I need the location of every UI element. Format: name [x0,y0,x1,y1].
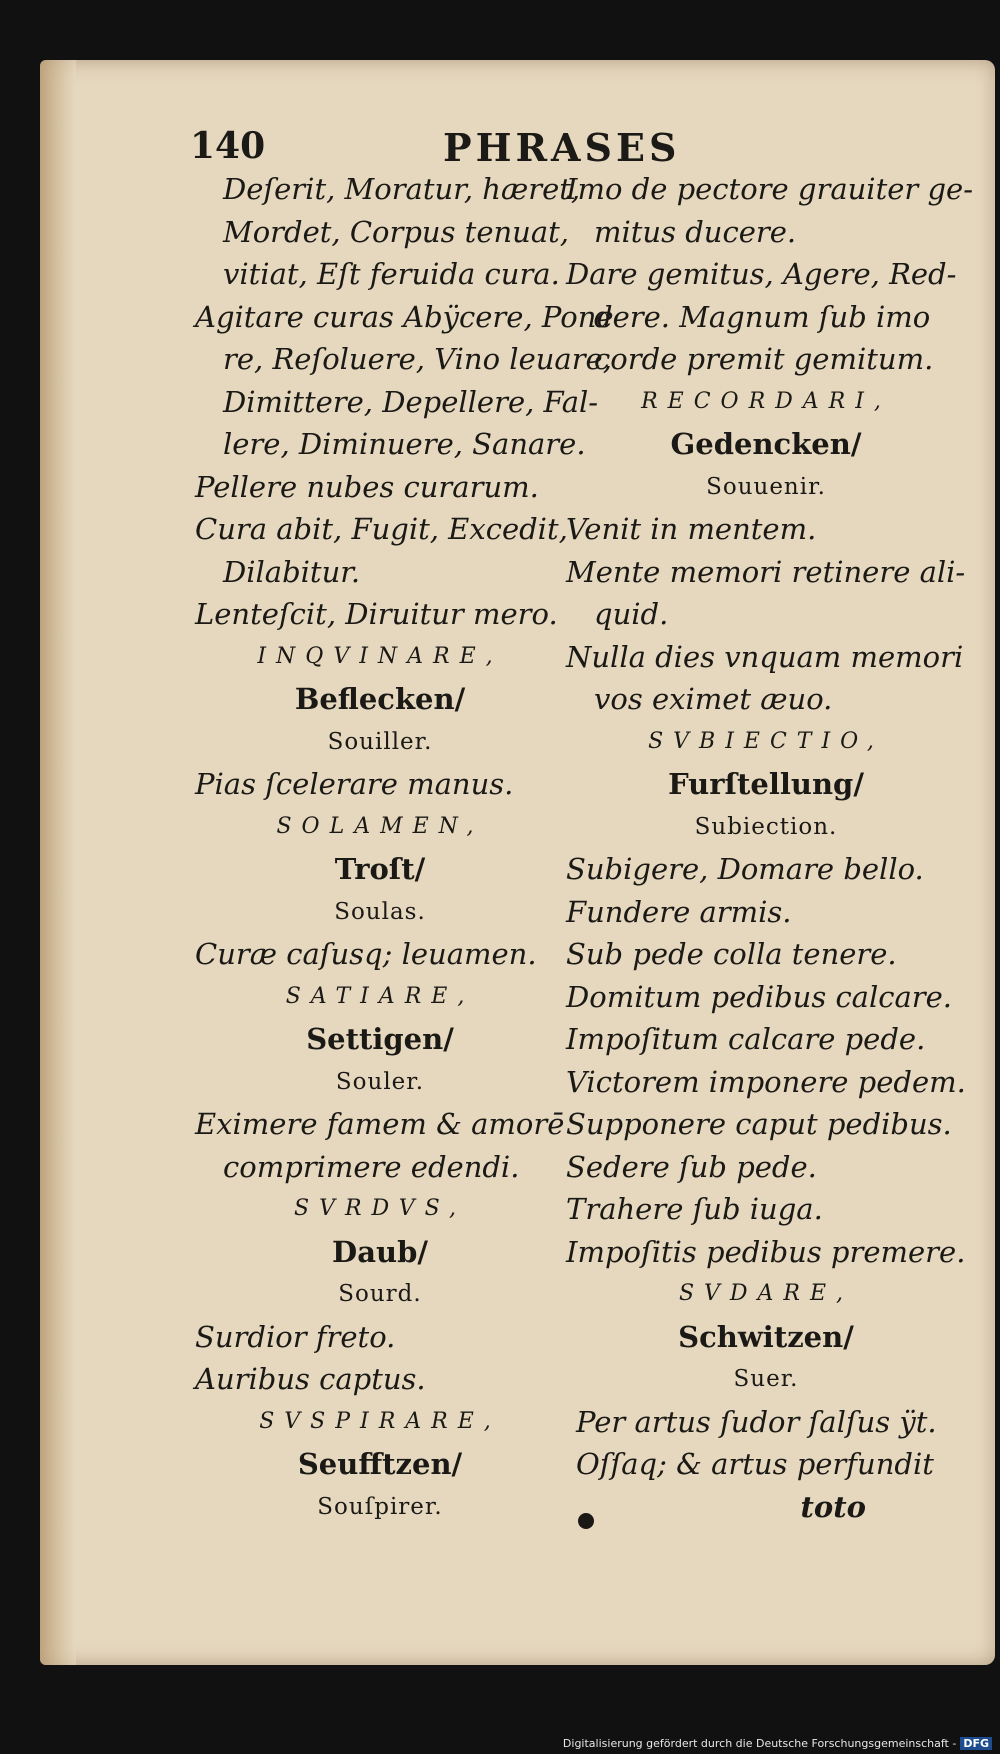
german-gloss: Beflecken/ [294,682,466,716]
text-line: Agitare curas Abÿcere, Pone [195,299,614,334]
page-number: 140 [190,125,266,167]
text-line: Cura abit, Fugit, Excedit, [195,512,568,546]
text-line: Lenteſcit, Diruitur mero. [195,597,558,631]
left-column [195,168,614,1528]
french-gloss: Souiller. [327,728,433,755]
text-line: Fundere armis. [566,894,792,929]
text-line: comprimere edendi. [223,1149,520,1184]
text-line: corde premit gemitum. [594,342,934,376]
german-gloss: Troſt/ [334,852,426,886]
german-gloss: Furſtellung/ [668,767,864,801]
text-line: Dare gemitus, Agere, Red- [566,257,957,291]
text-line: Auribus captus. [195,1362,426,1396]
text-line: Impoſitis pedibus premere. [566,1234,966,1269]
headword: SVRDVS, [294,1196,466,1221]
digitization-footer [563,1737,992,1750]
text-line: Surdior freto. [195,1319,396,1354]
text-line: Eximere famem & amorē [195,1107,565,1141]
text-line: vos eximet æuo. [594,682,833,716]
german-gloss: Settigen/ [306,1022,454,1056]
french-gloss: Souuenir. [706,473,826,500]
text-line: Sub pede colla tenere. [566,937,897,971]
text-line: Curæ caſusq; leuamen. [195,937,537,971]
text-line: Pellere nubes curarum. [195,469,539,504]
text-line: Imo de pectore grauiter ge- [566,172,973,206]
text-line: dere. Magnum ſub imo [594,299,931,334]
headword: SVSPIRARE, [259,1408,501,1434]
ink-dot [578,1513,594,1529]
text-line: Trahere ſub iuga. [566,1192,823,1226]
french-gloss: Sourd. [338,1281,422,1307]
text-line: quid. [594,597,669,631]
headword: SOLAMEN, [276,813,484,839]
french-gloss: Souler. [335,1068,425,1095]
catchword: toto [800,1489,866,1524]
german-gloss: Gedencken/ [670,427,862,461]
text-line: Pias ſcelerare manus. [195,767,514,801]
text-line: Dimittere, Depellere, Fal- [223,384,599,419]
headword: RECORDARI, [641,388,891,414]
headword: SATIARE, [285,983,475,1009]
german-gloss: Seufftzen/ [297,1447,463,1481]
text-line: vitiat, Eſt feruida cura. [223,257,560,291]
headword: SVBIECTIO, [648,728,884,754]
text-line: Domitum pedibus calcare. [566,979,953,1014]
headword: SVDARE, [678,1281,854,1306]
french-gloss: Souſpirer. [317,1493,443,1520]
text-line: lere, Diminuere, Sanare. [223,427,586,461]
footer-text: Digitalisierung gefördert durch die Deutsche Forschungsgemeinschaft - [562,1737,957,1750]
page-header [190,125,970,170]
text-line: Mente memori retinere ali- [566,554,966,589]
text-line: Subigere, Domare bello. [566,852,924,886]
text-line: Supponere caput pedibus. [566,1107,952,1141]
german-gloss: Schwitzen/ [678,1319,854,1354]
french-gloss: Subiection. [694,813,838,840]
french-gloss: Soulas. [334,898,426,925]
text-line: Venit in mentem. [566,512,817,546]
right-column [566,168,973,1528]
text-line: Mordet, Corpus tenuat, [223,214,570,249]
text-line: mitus ducere. [594,214,797,249]
french-gloss: Suer. [733,1366,799,1392]
text-line: Dilabitur. [223,554,361,589]
running-title: PHRASES [443,125,681,170]
text-line: Oſſaq; & artus perfundit [576,1447,934,1481]
text-line: Sedere ſub pede. [566,1149,817,1184]
text-line: Impoſitum calcare pede. [566,1022,926,1056]
text-line: Victorem imponere pedem. [566,1064,966,1099]
text-line: Per artus ſudor ſalſus ÿt. [576,1404,937,1439]
headword: INQVINARE, [257,643,503,669]
dfg-logo: DFG [960,1737,992,1750]
text-line: Deſerit, Moratur, hæret, [223,172,581,206]
text-line: Nulla dies vnquam memori [566,639,964,674]
german-gloss: Daub/ [332,1234,428,1269]
text-line: re, Reſoluere, Vino leuare, [223,342,612,376]
